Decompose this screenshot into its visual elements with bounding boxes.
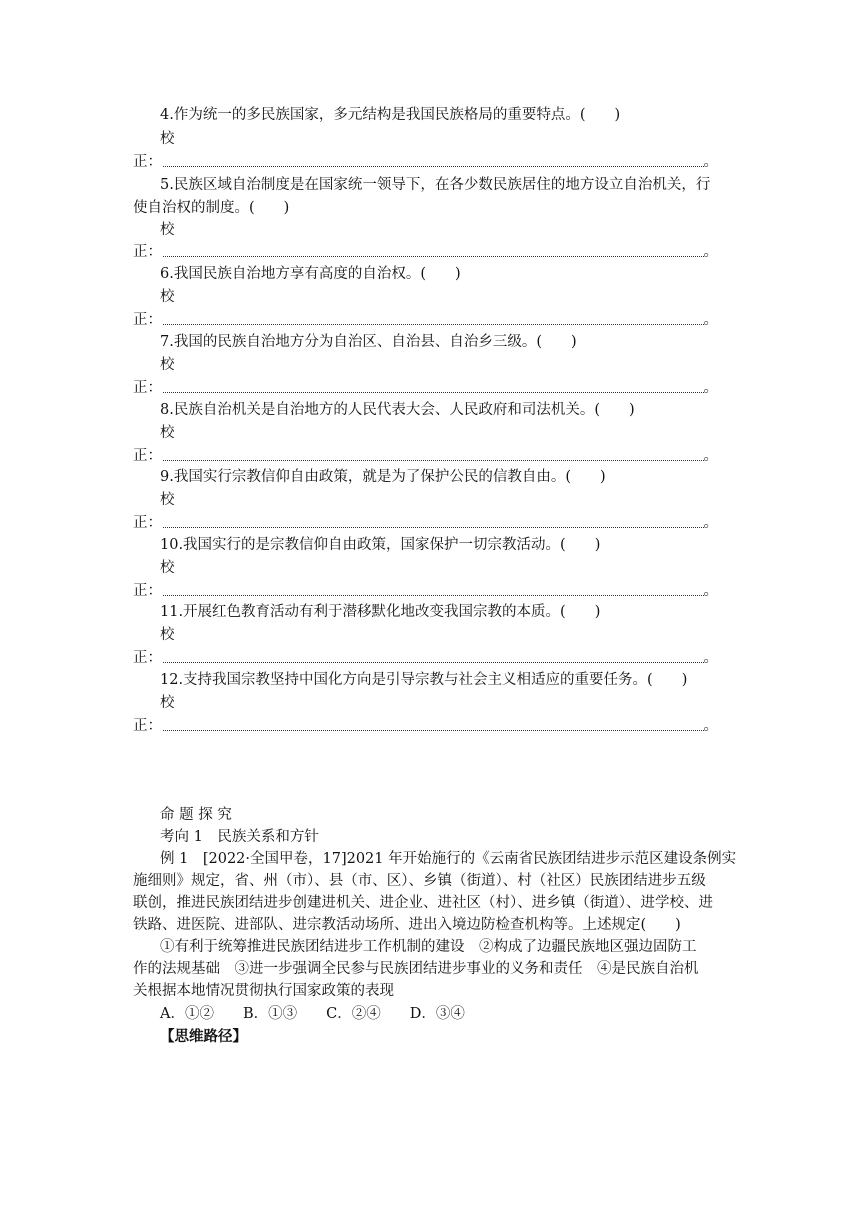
question-7: 7.我国的民族自治地方分为自治区、自治县、自治乡三级。( )	[160, 334, 577, 350]
correction-label-bottom: 正：	[133, 515, 162, 531]
question-11: 11.开展红色教育活动有利于潜移默化地改变我国宗教的本质。( )	[160, 604, 601, 620]
question-9: 9.我国实行宗教信仰自由政策，就是为了保护公民的信教自由。( )	[160, 469, 606, 485]
correction-line-11[interactable]	[133, 647, 718, 669]
question-5: 5.民族区域自治制度是在国家统一领导下，在各少数民族居住的地方设立自治机关，行	[160, 177, 711, 193]
period: 。	[703, 312, 718, 328]
question-5-continued: 使自治权的制度。( )	[133, 200, 290, 216]
correction-line-9[interactable]	[133, 512, 718, 534]
period: 。	[703, 380, 718, 396]
period: 。	[703, 650, 718, 666]
section-heading: 命 题 探 究	[160, 807, 232, 823]
dotted-answer-line	[163, 527, 704, 528]
correction-label-top: 校	[160, 289, 175, 305]
dotted-answer-line	[163, 595, 704, 596]
dotted-answer-line	[163, 166, 704, 167]
correction-line-5[interactable]	[133, 241, 718, 263]
period: 。	[703, 448, 718, 464]
option-line-2: 作的法规基础 ③进一步强调全民参与民族团结进步事业的义务和责任 ④是民族自治机	[133, 961, 699, 977]
period: 。	[703, 244, 718, 260]
correction-line-7[interactable]	[133, 377, 718, 399]
correction-label-top: 校	[160, 492, 175, 508]
option-line-1: ①有利于统筹推进民族团结进步工作机制的建设 ②构成了边疆民族地区强边固防工	[160, 939, 697, 955]
dotted-answer-line	[163, 460, 704, 461]
correction-line-12[interactable]	[133, 715, 718, 737]
option-line-3: 关根据本地情况贯彻执行国家政策的表现	[133, 983, 394, 999]
question-4: 4.作为统一的多民族国家，多元结构是我国民族格局的重要特点。( )	[160, 107, 621, 123]
answer-choices: A．①② B．①③ C．②④ D．③④	[160, 1006, 465, 1022]
dotted-answer-line	[163, 662, 704, 663]
correction-label-top: 校	[160, 131, 175, 147]
correction-label-bottom: 正：	[133, 380, 162, 396]
question-8: 8.民族自治机关是自治地方的人民代表大会、人民政府和司法机关。( )	[160, 402, 635, 418]
correction-label-top: 校	[160, 222, 175, 238]
example-line-2: 施细则》规定，省、州（市）、县（市、区）、乡镇（街道）、村（社区）民族团结进步五级	[133, 873, 706, 889]
correction-label-bottom: 正：	[133, 244, 162, 260]
correction-line-6[interactable]	[133, 309, 718, 331]
thinking-path-heading: 【思维路径】	[160, 1028, 247, 1045]
correction-label-bottom: 正：	[133, 312, 162, 328]
example-line-4: 铁路、进医院、进部队、进宗教活动场所、进出入境边防检查机构等。上述规定( )	[133, 917, 681, 933]
correction-line-4[interactable]	[133, 151, 718, 173]
correction-label-bottom: 正：	[133, 154, 162, 170]
correction-label-top: 校	[160, 560, 175, 576]
question-6: 6.我国民族自治地方享有高度的自治权。( )	[160, 266, 461, 282]
correction-label-top: 校	[160, 695, 175, 711]
example-line-1: 例 1 [2022·全国甲卷，17]2021 年开始施行的《云南省民族团结进步示范区建设条例实	[160, 851, 737, 867]
correction-line-10[interactable]	[133, 580, 718, 602]
correction-label-bottom: 正：	[133, 583, 162, 599]
dotted-answer-line	[163, 392, 704, 393]
period: 。	[703, 154, 718, 170]
period: 。	[703, 515, 718, 531]
correction-line-8[interactable]	[133, 445, 718, 467]
example-line-3: 联创，推进民族团结进步创建进机关、进企业、进社区（村）、进乡镇（街道）、进学校、进	[133, 895, 713, 911]
dotted-answer-line	[163, 256, 704, 257]
dotted-answer-line	[163, 730, 704, 731]
correction-label-bottom: 正：	[133, 650, 162, 666]
period: 。	[703, 718, 718, 734]
question-12: 12.支持我国宗教坚持中国化方向是引导宗教与社会主义相适应的重要任务。( )	[160, 672, 688, 688]
correction-label-bottom: 正：	[133, 718, 162, 734]
period: 。	[703, 583, 718, 599]
topic-title: 考向 1 民族关系和方针	[160, 829, 319, 845]
correction-label-top: 校	[160, 627, 175, 643]
correction-label-top: 校	[160, 425, 175, 441]
correction-label-bottom: 正：	[133, 448, 162, 464]
dotted-answer-line	[163, 324, 704, 325]
correction-label-top: 校	[160, 357, 175, 373]
question-10: 10.我国实行的是宗教信仰自由政策，国家保护一切宗教活动。( )	[160, 537, 601, 553]
